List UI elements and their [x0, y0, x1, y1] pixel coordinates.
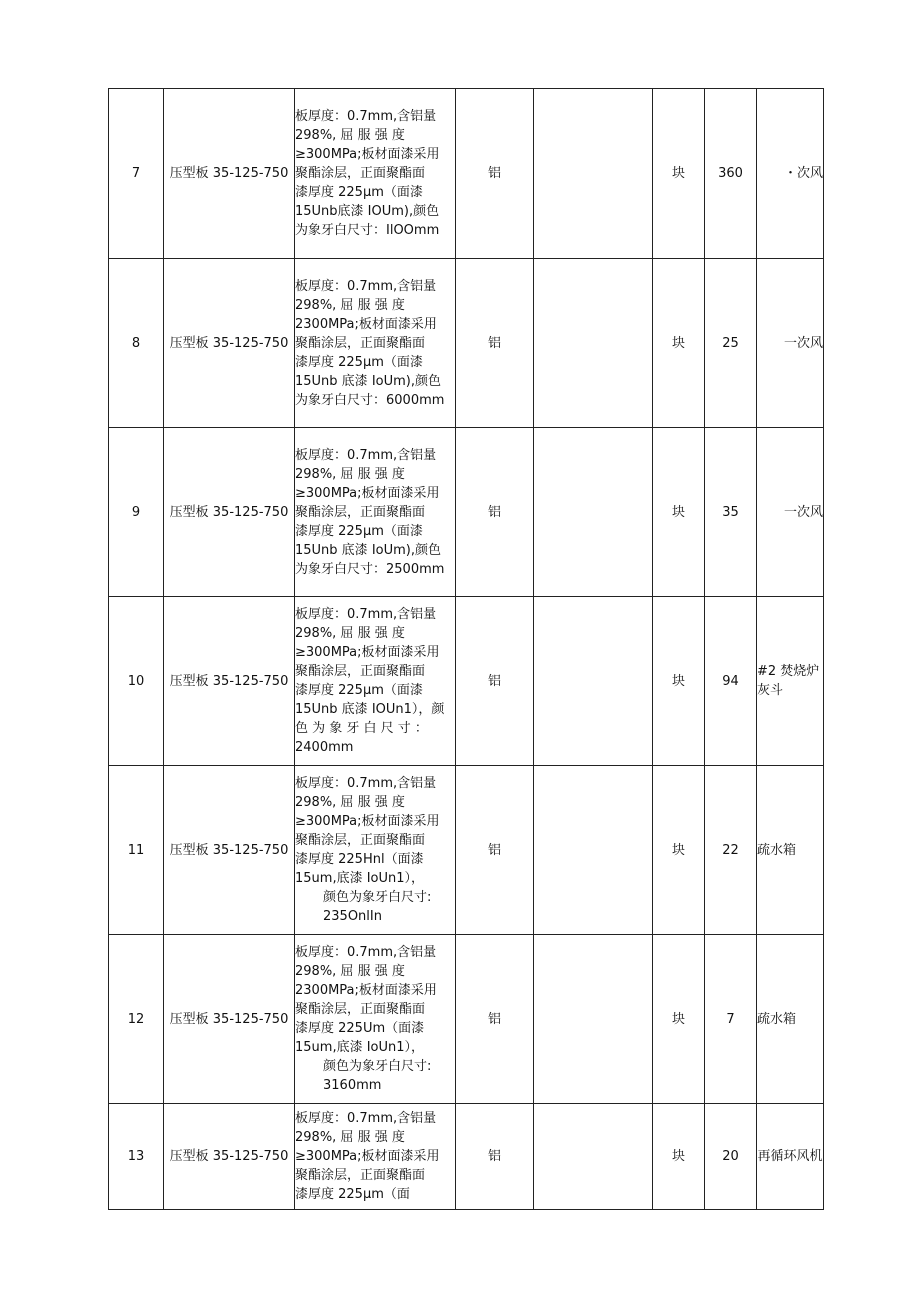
quantity-cell: 7 — [705, 935, 757, 1104]
spec-line: 板厚度：0.7mm,含铝量 — [295, 278, 437, 294]
material-cell: 铝 — [456, 89, 534, 259]
spec-line: 漆厚度 225μm（面 — [295, 1187, 410, 1202]
spec-line: 聚酯涂层，正面聚酯面 — [295, 833, 426, 848]
specification-cell — [295, 89, 456, 259]
materials-table — [108, 88, 824, 1210]
spec-line: 为象牙白尺寸：2500mm — [295, 561, 445, 577]
blank-cell — [534, 935, 653, 1104]
table-row — [109, 766, 824, 935]
spec-line: 298%, 屈 服 强 度 — [295, 626, 405, 641]
material-cell: 铝 — [456, 259, 534, 428]
usage-location-cell: #2 焚烧炉灰斗 — [757, 597, 824, 766]
unit-cell: 块 — [653, 766, 705, 935]
quantity-cell: 20 — [705, 1104, 757, 1210]
unit-cell: 块 — [653, 1104, 705, 1210]
blank-cell — [534, 766, 653, 935]
spec-line: 298%, 屈 服 强 度 — [295, 297, 405, 313]
row-number-cell: 9 — [109, 428, 164, 597]
spec-line: 板厚度：0.7mm,含铝量 — [295, 945, 437, 960]
specification-cell — [295, 259, 456, 428]
spec-line: 漆厚度 225μm（面漆 — [295, 523, 423, 539]
spec-line: 漆厚度 225μm（面漆 — [295, 354, 423, 370]
specification-cell — [295, 597, 456, 766]
table-row — [109, 597, 824, 766]
spec-line: 颜色为象牙白尺寸: — [323, 890, 432, 905]
spec-line: 聚酯涂层，正面聚酯面 — [295, 335, 426, 351]
material-cell: 铝 — [456, 935, 534, 1104]
material-cell: 铝 — [456, 1104, 534, 1210]
usage-location-cell: 一次风 — [757, 259, 824, 428]
spec-line: 聚酯涂层，正面聚酯面 — [295, 166, 426, 181]
specification-cell — [295, 935, 456, 1104]
blank-cell — [534, 428, 653, 597]
item-name-cell: 压型板 35-125-750 — [164, 259, 295, 428]
item-name-cell: 压型板 35-125-750 — [164, 935, 295, 1104]
quantity-cell: 35 — [705, 428, 757, 597]
usage-location-cell: 疏水箱 — [757, 935, 824, 1104]
quantity-cell: 94 — [705, 597, 757, 766]
row-number-cell: 8 — [109, 259, 164, 428]
item-name-cell: 压型板 35-125-750 — [164, 428, 295, 597]
material-cell: 铝 — [456, 766, 534, 935]
blank-cell — [534, 89, 653, 259]
quantity-cell: 22 — [705, 766, 757, 935]
specification-cell — [295, 766, 456, 935]
spec-line: ≥300MPa;板材面漆采用 — [295, 814, 440, 829]
spec-line: 2400mm — [295, 740, 354, 755]
blank-cell — [534, 1104, 653, 1210]
spec-line: ≥300MPa;板材面漆采用 — [295, 147, 440, 162]
table-row — [109, 428, 824, 597]
specification-cell — [295, 1104, 456, 1210]
spec-line: 漆厚度 225Hnl（面漆 — [295, 852, 424, 867]
quantity-cell: 360 — [705, 89, 757, 259]
spec-line: 板厚度：0.7mm,含铝量 — [295, 607, 437, 622]
spec-line: 15Unb底漆 IOUm),颜色 — [295, 204, 440, 219]
spec-line: 聚酯涂层，正面聚酯面 — [295, 504, 426, 520]
spec-line: 为象牙白尺寸：6000mm — [295, 392, 445, 408]
spec-line: 板厚度：0.7mm,含铝量 — [295, 1111, 437, 1126]
row-number-cell: 11 — [109, 766, 164, 935]
row-number-cell: 10 — [109, 597, 164, 766]
row-number-cell: 12 — [109, 935, 164, 1104]
table-row — [109, 935, 824, 1104]
table-row — [109, 89, 824, 259]
spec-line: 板厚度：0.7mm,含铝量 — [295, 776, 437, 791]
item-name-cell: 压型板 35-125-750 — [164, 1104, 295, 1210]
spec-line: 15um,底漆 IoUn1）， — [295, 871, 425, 886]
material-cell: 铝 — [456, 428, 534, 597]
spec-line: 聚酯涂层，正面聚酯面 — [295, 1002, 426, 1017]
blank-cell — [534, 259, 653, 428]
spec-line: 聚酯涂层，正面聚酯面 — [295, 664, 426, 679]
spec-line: 色 为 象 牙 白 尺 寸 ： — [295, 721, 428, 736]
spec-line: 聚酯涂层，正面聚酯面 — [295, 1168, 426, 1183]
unit-cell: 块 — [653, 428, 705, 597]
blank-cell — [534, 597, 653, 766]
row-number-cell: 7 — [109, 89, 164, 259]
spec-line: 15um,底漆 IoUn1）， — [295, 1040, 425, 1055]
spec-line: 298%, 屈 服 强 度 — [295, 795, 405, 810]
spec-line: 板厚度：0.7mm,含铝量 — [295, 447, 437, 463]
spec-line: 15Unb 底漆 IoUm),颜色 — [295, 542, 441, 558]
unit-cell: 块 — [653, 89, 705, 259]
table-row — [109, 259, 824, 428]
spec-line: 漆厚度 225μm（面漆 — [295, 683, 423, 698]
item-name-cell: 压型板 35-125-750 — [164, 89, 295, 259]
table-body — [109, 89, 824, 1210]
item-name-cell: 压型板 35-125-750 — [164, 766, 295, 935]
spec-line: 为象牙白尺寸：IlOOmm — [295, 223, 440, 238]
unit-cell: 块 — [653, 259, 705, 428]
spec-line: 漆厚度 225Um（面漆 — [295, 1021, 425, 1036]
specification-cell — [295, 428, 456, 597]
spec-line: 板厚度：0.7mm,含铝量 — [295, 109, 437, 124]
spec-line: 298%, 屈 服 强 度 — [295, 1130, 405, 1145]
unit-cell: 块 — [653, 597, 705, 766]
table-row — [109, 1104, 824, 1210]
unit-cell: 块 — [653, 935, 705, 1104]
spec-line: 15Unb 底漆 IOUn1），颜 — [295, 702, 445, 717]
spec-line: ≥300MPa;板材面漆采用 — [295, 485, 440, 501]
spec-line: 235OnlIn — [323, 909, 382, 924]
spec-line: 颜色为象牙白尺寸: — [323, 1059, 432, 1074]
spec-line: 298%, 屈 服 强 度 — [295, 964, 405, 979]
spec-line: 3160mm — [323, 1078, 382, 1093]
spec-line: 298%, 屈 服 强 度 — [295, 466, 405, 482]
quantity-cell: 25 — [705, 259, 757, 428]
usage-location-cell: 疏水箱 — [757, 766, 824, 935]
spec-line: 15Unb 底漆 IoUm),颜色 — [295, 373, 441, 389]
usage-location-cell: 一次风 — [757, 428, 824, 597]
usage-location-cell: 再循环风机 — [757, 1104, 824, 1210]
row-number-cell: 13 — [109, 1104, 164, 1210]
spec-line: ≥300MPa;板材面漆采用 — [295, 1149, 440, 1164]
spec-line: 298%, 屈 服 强 度 — [295, 128, 405, 143]
item-name-cell: 压型板 35-125-750 — [164, 597, 295, 766]
material-cell: 铝 — [456, 597, 534, 766]
spec-line: ≥300MPa;板材面漆采用 — [295, 645, 440, 660]
usage-location-cell: ・次风 — [757, 89, 824, 259]
spec-line: 2300MPa;板材面漆采用 — [295, 983, 437, 998]
spec-line: 漆厚度 225μm（面漆 — [295, 185, 423, 200]
spec-line: 2300MPa;板材面漆采用 — [295, 316, 437, 332]
